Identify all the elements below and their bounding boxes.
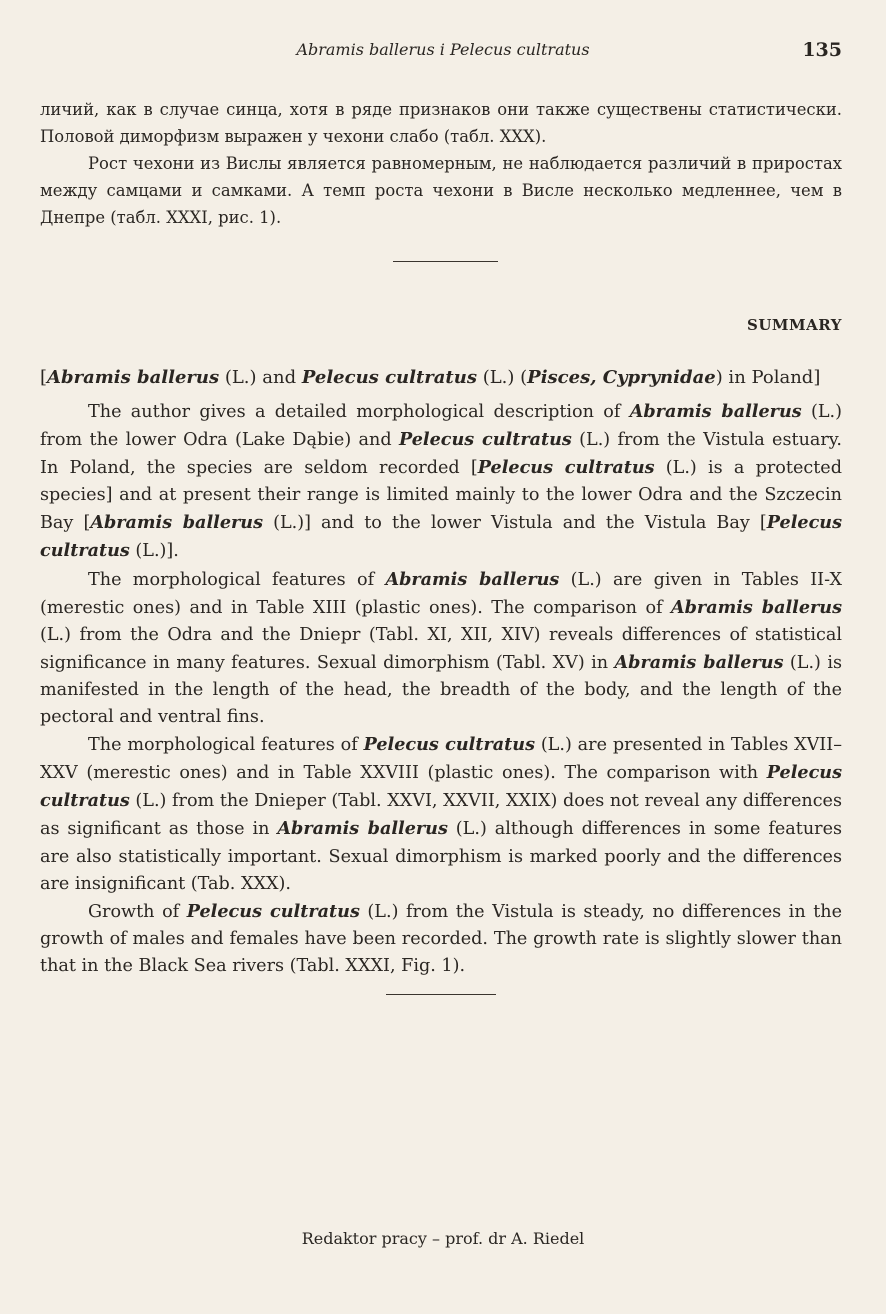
p3-species-2: Pelecus cultratus	[40, 762, 842, 812]
p1-species-2: Pelecus cultratus	[398, 429, 572, 451]
p4-species-1: Pelecus cultratus	[186, 900, 360, 922]
summary-paragraph-4	[40, 898, 842, 980]
subtitle-species-2: Pelecus cultratus	[301, 367, 477, 388]
editor-credit: Redaktor pracy – prof. dr A. Riedel	[301, 1229, 585, 1248]
p1-text-c: (L.) from the Vistula estuary. In Poland, the species are seldom recorded [	[40, 430, 842, 479]
summary-paragraph-3	[40, 731, 842, 898]
subtitle-text-1: (L.) and	[219, 367, 302, 388]
section-divider-1	[393, 261, 498, 262]
p3-text-a: The morphological features of	[88, 735, 364, 756]
subtitle-open: [	[40, 367, 48, 388]
p1-species-1: Abramis ballerus	[629, 401, 802, 422]
p2-text-c: (L.) from the Odra and the Dniepr (Tabl. XI, XII, XIV) reveals differences of statistical significance in many features. Sexual dimorphism (Tabl. XV) in	[40, 624, 842, 673]
p3-text-b: (L.) are presented in Tables XVII–XXV (merestic ones) and in Table XXVIII (plastic ones). The comparison with	[40, 735, 843, 784]
summary-subtitle	[40, 364, 842, 392]
subtitle-taxon: Pisces, Cyprynidae	[527, 367, 716, 388]
p3-text-c: (L.) from the Dnieper (Tabl. XXVI, XXVII, XXIX) does not reveal any differences as significant as those in	[40, 791, 842, 840]
russian-paragraph-2: Рост чехони из Вислы является равномерным, не наблюдается различий в приростах между самцами и самками. А темп роста чехони в Висле несколько медленнее, чем в Днепре (табл. XXXI, рис. 1).	[40, 154, 842, 227]
summary-text	[40, 398, 842, 980]
p1-species-5: Pelecus cultratus	[40, 512, 842, 562]
p1-text-e: (L.)] and to the lower Vistula and the Vistula Bay [	[263, 513, 767, 534]
summary-heading: SUMMARY	[747, 316, 842, 334]
running-title	[0, 38, 886, 62]
running-title-connector: i	[434, 40, 450, 59]
p2-species-2: Abramis ballerus	[670, 596, 843, 618]
p4-text-a: Growth of	[88, 901, 187, 922]
p4-text-b: (L.) from the Vistula is steady, no differences in the growth of males and females have been recorded. The growth rate is slightly slower than that in the Black Sea rivers (Tabl. XXXI, Fig. 1).	[40, 901, 843, 976]
running-title-species-1: Abramis ballerus	[296, 40, 435, 59]
p3-species-3: Abramis ballerus	[277, 818, 448, 840]
russian-text	[40, 96, 842, 231]
running-head	[0, 38, 886, 62]
p1-species-3: Pelecus cultratus	[477, 457, 655, 479]
summary-paragraph-1	[40, 398, 842, 566]
p2-text-a: The morphological features of	[88, 569, 386, 590]
p2-species-1: Abramis ballerus	[385, 568, 560, 590]
summary-paragraph-2	[40, 566, 842, 732]
subtitle-text-2: (L.) (	[476, 367, 528, 388]
p2-species-3: Abramis ballerus	[614, 651, 784, 673]
p3-text-d: (L.) although differences in some features are also statistically important. Sexual dimorphism is marked poorly and the differences are insignificant (Tab. XXX).	[40, 819, 843, 894]
p1-text-a: The author gives a detailed morphological description of	[88, 402, 630, 422]
p2-text-d: (L.) is manifested in the length of the head, the breadth of the body, and the length of the pectoral and ventral fins.	[40, 652, 842, 728]
p1-text-f: (L.)].	[129, 541, 179, 562]
p1-species-4: Abramis ballerus	[90, 512, 263, 534]
subtitle-text-3: ) in Poland]	[715, 367, 821, 388]
page-number: 135	[802, 39, 842, 61]
russian-paragraph-1: личий, как в случае синца, хотя в ряде признаков они также существены статистически. Половой диморфизм выражен у чехони слабо (табл. XXX).	[40, 100, 842, 146]
section-divider-2	[386, 994, 496, 995]
p1-text-b: (L.) from the lower Odra (Lake Dąbie) and	[40, 402, 842, 451]
p2-text-b: (L.) are given in Tables II-X (merestic ones) and in Table XIII (plastic ones). The comparison of	[40, 569, 842, 618]
running-title-species-2: Pelecus cultratus	[449, 40, 590, 59]
p3-species-1: Pelecus cultratus	[363, 734, 535, 756]
subtitle-species-1: Abramis ballerus	[47, 367, 220, 388]
p1-text-d: (L.) is a protected species] and at present their range is limited mainly to the lower Odra and the Szczecin Bay [	[40, 458, 842, 534]
